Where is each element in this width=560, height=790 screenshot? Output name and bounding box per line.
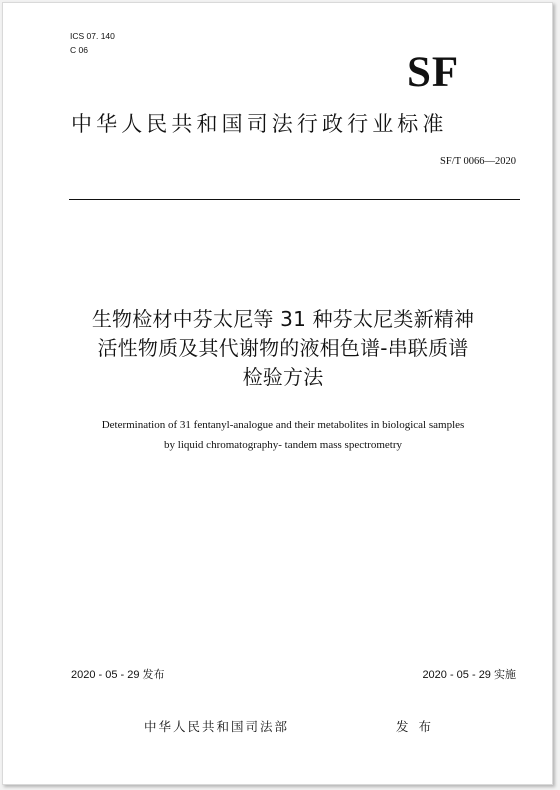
english-title-line-1: Determination of 31 fentanyl-analogue and their metabolites in biological samples: [101, 419, 465, 431]
title-line-1: 生物检材中芬太尼等 31 种芬太尼类新精神: [91, 307, 475, 331]
standard-number: SF/T 0066—2020: [440, 156, 516, 167]
document-title: [33, 305, 533, 392]
classification-code: C 06: [70, 45, 88, 55]
sf-logo: SF: [407, 49, 460, 96]
english-title: [33, 415, 533, 455]
ics-code: ICS 07. 140: [70, 31, 115, 41]
effective-date: 2020 - 05 - 29 实施: [422, 669, 516, 681]
publish-date: 2020 - 05 - 29 发布: [71, 669, 165, 681]
title-line-2: 活性物质及其代谢物的液相色谱-串联质谱: [97, 336, 469, 360]
document-page: [2, 2, 553, 785]
english-title-line-2: by liquid chromatography- tandem mass spectrometry: [164, 439, 402, 451]
title-line-3: 检验方法: [242, 365, 324, 389]
header-divider: [69, 199, 520, 200]
organization-title: 中华人民共和国司法行政行业标准: [71, 112, 448, 136]
issue-label: 发 布: [396, 719, 434, 734]
issuing-authority: 中华人民共和国司法部: [144, 719, 290, 734]
